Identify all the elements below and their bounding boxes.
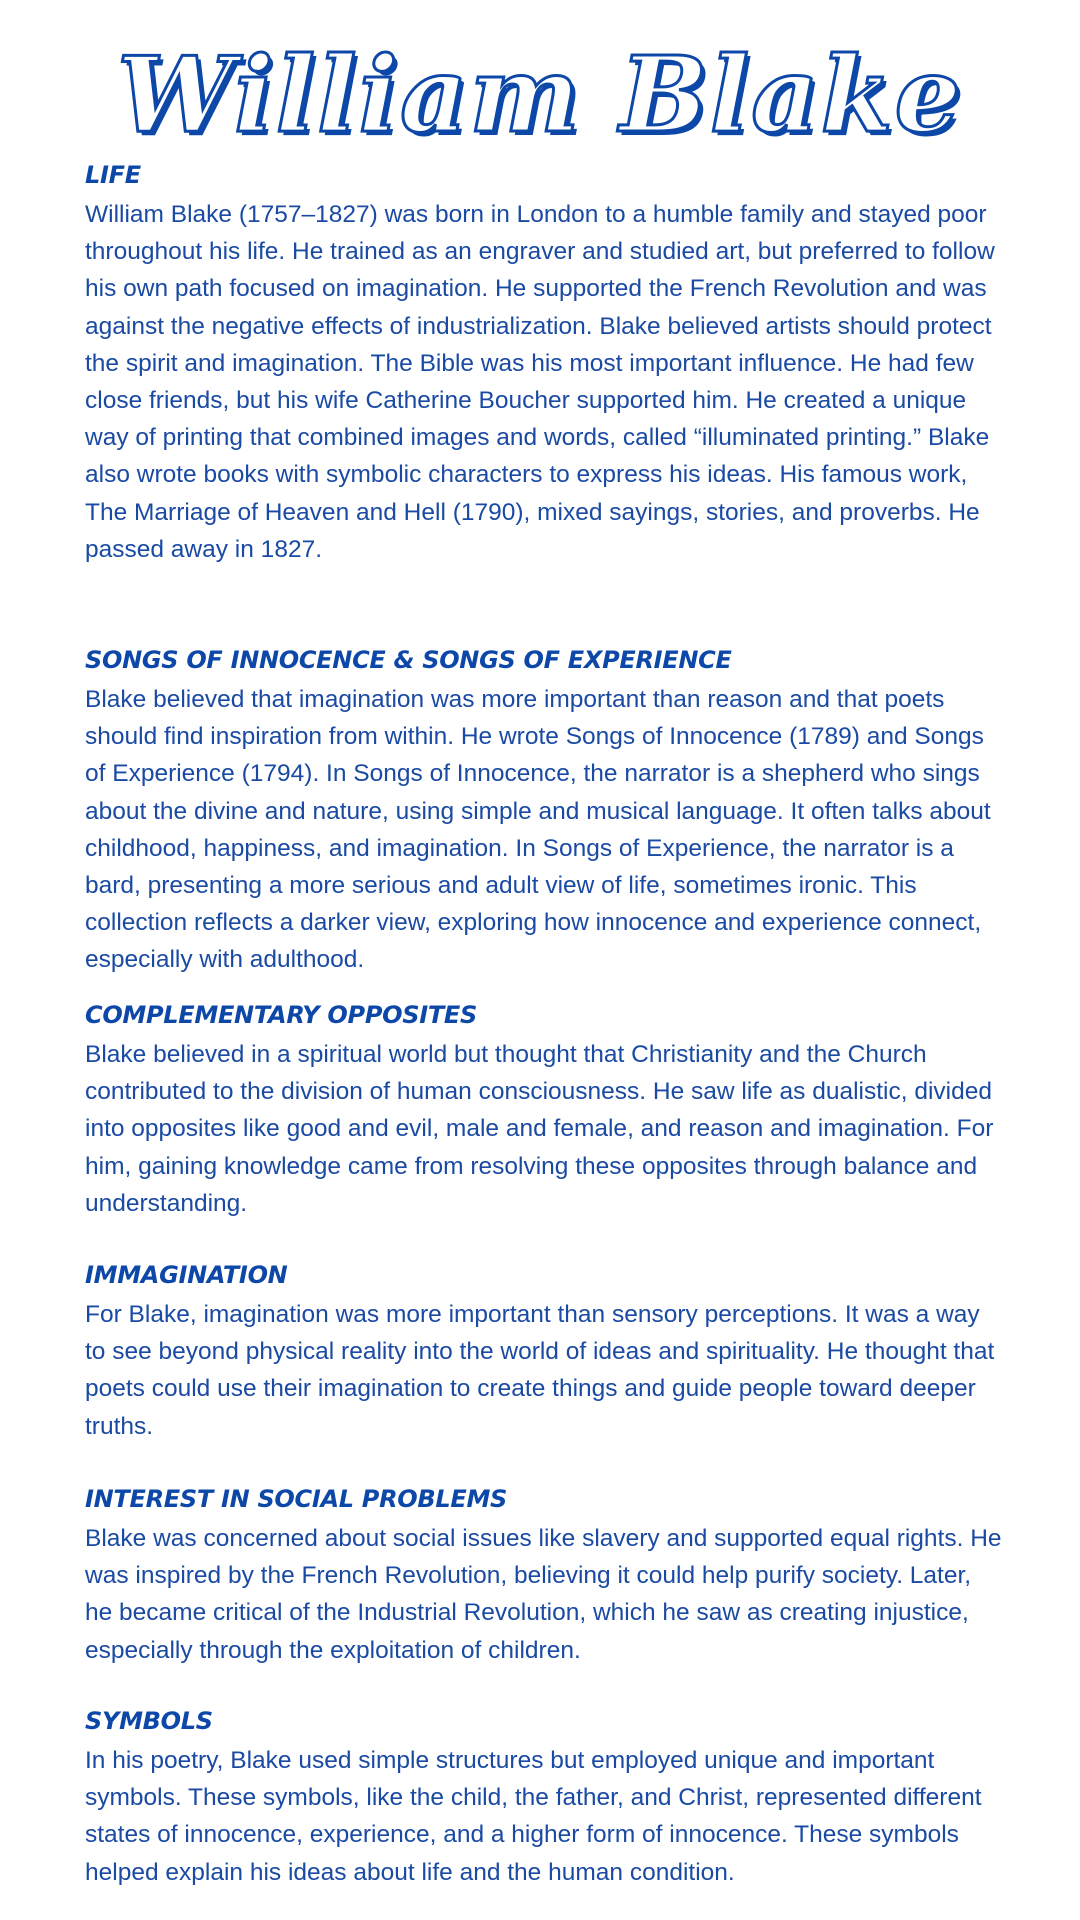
section-heading: COMPLEMENTARY OPPOSITES [85,1001,477,1029]
section-complementary-opposites [85,1000,1005,1222]
section-heading: SYMBOLS [85,1707,213,1735]
section-heading: IMMAGINATION [85,1261,288,1289]
section-body: Blake believed in a spiritual world but thought that Christianity and the Church contributed to the division of human consciousness. He saw life as dualistic, divided into opposites like good and evil, male and female, and reason and imagination. For him, gaining knowledge came from resolving these opposites through balance and understanding. [85,1041,994,1217]
section-body: William Blake (1757–1827) was born in London to a humble family and stayed poor throughout his life. He trained as an engraver and studied art, but preferred to follow his own path focused on imagination. He supported the French Revolution and was against the negative effects of industrialization. Blake believed artists should protect the spirit and imagination. The Bible was his most important influence. He had few close friends, but his wife Catherine Boucher supported him. He created a unique way of printing that combined images and words, called “illuminated printing.” Blake also wrote books with symbolic characters to express his ideas. His famous work, The Marriage of Heaven and Hell (1790), mixed sayings, stories, and proverbs. He passed away in 1827. [85,201,995,563]
section-body: In his poetry, Blake used simple structures but employed unique and important symbols. These symbols, like the child, the father, and Christ, represented different states of innocence, experience, and a higher form of innocence. These symbols helped explain his ideas about life and the human condition. [85,1747,982,1886]
section-imagination [85,1260,1005,1445]
section-body: Blake was concerned about social issues like slavery and supported equal rights. He was inspired by the French Revolution, believing it could help purify society. Later, he became critical of the Industrial Revolution, which he saw as creating injustice, especially through the exploitation of children. [85,1525,1002,1664]
section-heading: LIFE [85,161,141,189]
section-heading: INTEREST IN SOCIAL PROBLEMS [85,1485,508,1513]
page-title: William Blake [117,33,963,156]
section-symbols [85,1706,1005,1891]
section-body: For Blake, imagination was more important than sensory perceptions. It was a way to see beyond physical reality into the world of ideas and spirituality. He thought that poets could use their imagination to create things and guide people toward deeper truths. [85,1301,995,1440]
section-songs [85,645,1005,979]
section-life [85,160,1005,568]
section-social-problems [85,1484,1005,1669]
section-body: Blake believed that imagination was more important than reason and that poets should find inspiration from within. He wrote Songs of Innocence (1789) and Songs of Experience (1794). In Songs of Innocence, the narrator is a shepherd who sings about the divine and nature, using simple and musical language. It often talks about childhood, happiness, and imagination. In Songs of Experience, the narrator is a bard, presenting a more serious and adult view of life, sometimes ironic. This collection reflects a darker view, exploring how innocence and experience connect, especially with adulthood. [85,686,991,974]
section-heading: SONGS OF INNOCENCE & SONGS OF EXPERIENCE [85,646,732,674]
